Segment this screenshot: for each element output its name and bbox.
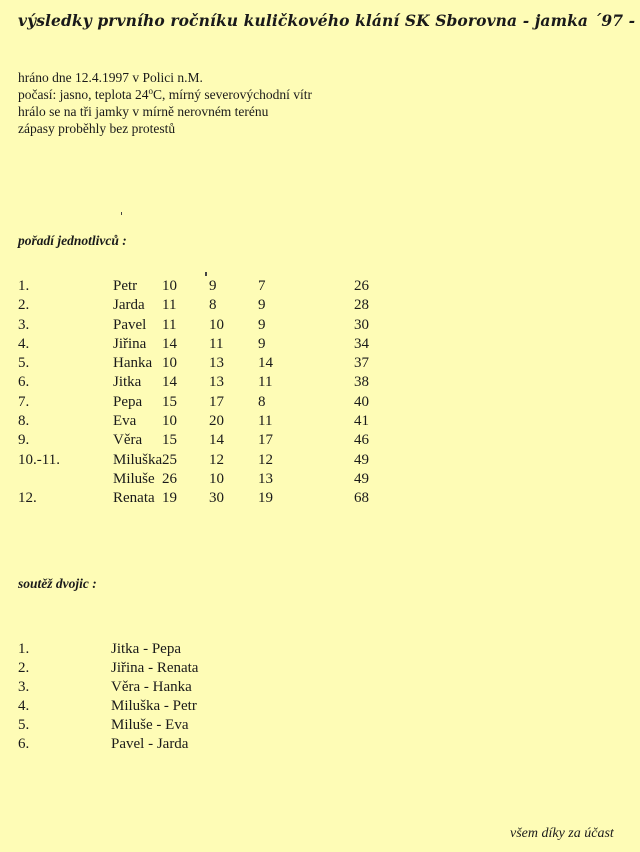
round1-cell: 14 [162,374,177,391]
name-cell: Hanka [113,355,153,372]
rank-cell: 6. [18,374,30,391]
name-cell: Jitka [113,374,142,391]
round3-cell: 9 [258,335,266,352]
pair-names: Jiřina - Renata [111,660,199,676]
round2-cell: 13 [209,374,224,391]
round2-cell: 8 [209,297,217,314]
pair-names: Miluška - Petr [111,698,197,714]
rank-cell: 7. [18,393,30,410]
pair-rank: 4. [18,698,30,714]
individual-results-table [0,278,640,510]
round3-cell: 19 [258,490,273,507]
thanks-note: všem díky za účast [510,826,614,841]
weather-line [18,86,312,103]
table-row [0,490,640,509]
name-cell: Jarda [113,297,145,314]
table-row [0,471,640,490]
rank-cell: 5. [18,355,30,372]
pairs-heading: soutěž dvojic : [18,576,97,591]
total-cell: 26 [354,278,369,294]
round1-cell: 10 [162,278,177,294]
round3-cell: 14 [258,355,273,372]
name-cell: Jiřina [113,335,147,352]
total-cell: 46 [354,432,369,449]
total-cell: 68 [354,490,369,507]
round2-cell: 11 [209,335,224,352]
round2-cell: 10 [209,316,224,333]
rank-cell: 2. [18,297,30,314]
table-row [0,297,640,316]
round1-cell: 14 [162,335,177,352]
round2-cell: 17 [209,393,224,410]
degree-mark: o [148,86,153,96]
total-cell: 28 [354,297,369,314]
round2-cell: 12 [209,451,224,468]
table-row [0,336,640,355]
paper-speck [205,272,207,276]
weather-text: počasí: jasno, teplota 24 [18,87,149,102]
total-cell: 30 [354,316,369,333]
list-item [0,641,640,660]
round3-cell: 11 [258,413,273,430]
rank-cell: 10.-11. [18,451,60,468]
round1-cell: 26 [162,470,177,487]
list-item [0,717,640,736]
list-item [0,736,640,755]
individual-heading: pořadí jednotlivců : [18,233,127,248]
round1-cell: 25 [162,451,177,468]
protest-line: zápasy proběhly bez protestů [18,121,176,136]
total-cell: 38 [354,374,369,391]
round3-cell: 13 [258,470,273,487]
round3-cell: 11 [258,374,273,391]
table-row [0,452,640,471]
table-row [0,413,640,432]
round1-cell: 10 [162,413,177,430]
name-cell: Miluše [113,470,155,487]
table-row [0,394,640,413]
pairs-results-list [0,641,640,755]
table-row [0,278,640,297]
name-cell: Petr [113,278,138,294]
total-cell: 37 [354,355,369,372]
total-cell: 41 [354,413,369,430]
name-cell: Eva [113,413,137,430]
list-item [0,679,640,698]
match-date-line: hráno dne 12.4.1997 v Polici n.M. [18,70,203,85]
rank-cell: 1. [18,278,30,294]
pair-rank: 2. [18,660,30,676]
paper-speck [121,212,122,215]
rank-cell: 3. [18,316,30,333]
name-cell: Miluška [113,451,163,468]
name-cell: Věra [113,432,143,449]
terrain-line: hrálo se na tři jamky v mírně nerovném terénu [18,104,269,119]
round2-cell: 9 [209,278,217,294]
weather-text-rest: C, mírný severovýchodní vítr [152,87,312,102]
round2-cell: 20 [209,413,224,430]
round1-cell: 11 [162,316,177,333]
pair-rank: 3. [18,679,30,695]
round3-cell: 12 [258,451,273,468]
pair-rank: 1. [18,641,30,657]
page-title: výsledky prvního ročníku kuličkového klání SK Sborovna - jamka ´97 - [18,11,636,30]
round1-cell: 19 [162,490,177,507]
round3-cell: 7 [258,278,266,294]
total-cell: 40 [354,393,369,410]
round3-cell: 8 [258,393,266,410]
pair-rank: 5. [18,717,30,733]
pair-rank: 6. [18,736,30,752]
table-row [0,355,640,374]
rank-cell: 8. [18,413,30,430]
round3-cell: 9 [258,297,266,314]
pair-names: Jitka - Pepa [111,641,181,657]
name-cell: Pavel [113,316,147,333]
round1-cell: 10 [162,355,177,372]
round2-cell: 30 [209,490,224,507]
pair-names: Věra - Hanka [111,679,192,695]
name-cell: Renata [113,490,155,507]
total-cell: 34 [354,335,369,352]
round3-cell: 17 [258,432,273,449]
round1-cell: 15 [162,393,177,410]
rank-cell: 9. [18,432,30,449]
pair-names: Miluše - Eva [111,717,189,733]
table-row [0,432,640,451]
round2-cell: 10 [209,470,224,487]
list-item [0,698,640,717]
round2-cell: 13 [209,355,224,372]
round1-cell: 15 [162,432,177,449]
pair-names: Pavel - Jarda [111,736,189,752]
round1-cell: 11 [162,297,177,314]
total-cell: 49 [354,451,369,468]
table-row [0,374,640,393]
list-item [0,660,640,679]
total-cell: 49 [354,470,369,487]
rank-cell: 12. [18,490,37,507]
match-info [18,69,312,137]
table-row [0,317,640,336]
round3-cell: 9 [258,316,266,333]
rank-cell: 4. [18,335,30,352]
name-cell: Pepa [113,393,143,410]
round2-cell: 14 [209,432,224,449]
